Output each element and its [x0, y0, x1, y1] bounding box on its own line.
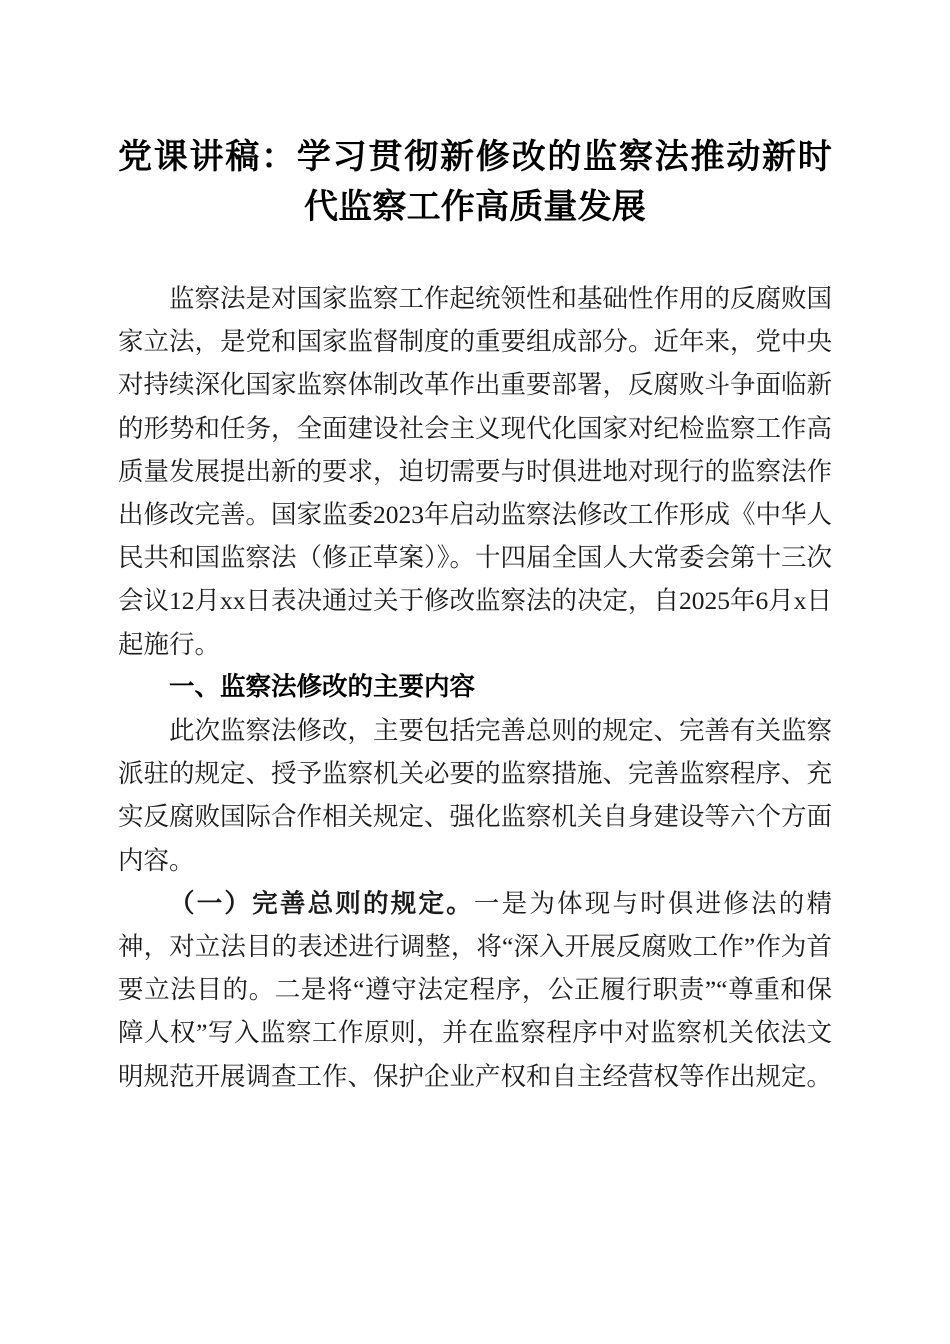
page-title: 党课讲稿：学习贯彻新修改的监察法推动新时代监察工作高质量发展 [118, 139, 832, 226]
section-one-overview: 此次监察法修改，主要包括完善总则的规定、完善有关监察派驻的规定、授予监察机关必要的监察措施、完善监察程序、充实反腐败国际合作相关规定、强化监察机关自身建设等六个方面内容。 [118, 716, 833, 875]
intro-paragraph: 监察法是对国家监察工作起统领性和基础性作用的反腐败国家立法，是党和国家监督制度的重要组成部分。近年来，党中央对持续深化国家监察体制改革作出重要部署，反腐败斗争面临新的形势和任务，全面建设社会主义现代化国家对纪检监察工作高质量发展提出新的要求，迫切需要与时俱进地对现行的监察法作出修改完善。国家监委2023年启动监察法修改工作形成《中华人民共和国监察法（修正草案）》。十四届全国人大常委会第十三次会议12月xx日表决通过关于修改监察法的决定，自2025年6月x日起施行。 [118, 284, 833, 659]
subsection-one [118, 882, 832, 1098]
document-body [118, 0, 832, 1098]
subsection-one-lead: （一）完善总则的规定。 [169, 888, 474, 918]
subsection-one-text: 一是为体现与时俱进修法的精神，对立法目的表述进行调整，将“深入开展反腐败工作”作为首要立法目的。二是将“遵守法定程序，公正履行职责”“尊重和保障人权”写入监察工作原则，并在监察程序中对监察机关依法文明规范开展调查工作、保护企业产权和自主经营权等作出规定。 [118, 888, 833, 1091]
heading-section-one: 一、监察法修改的主要内容 [169, 672, 476, 701]
